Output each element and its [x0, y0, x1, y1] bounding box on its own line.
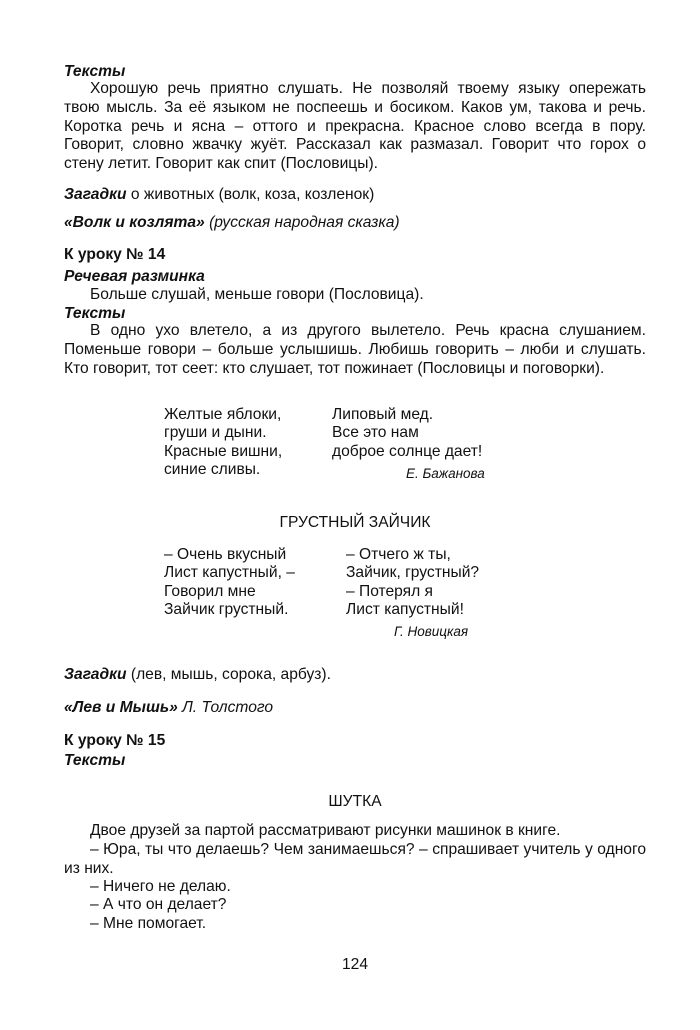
poem-1-left: [164, 406, 282, 480]
story-title: ШУТКА: [328, 793, 382, 810]
riddles-animals: [64, 186, 374, 205]
warmup-text: Больше слушай, меньше говори (Пословица).: [90, 286, 424, 303]
riddles-label-14: Загадки: [64, 666, 127, 683]
poem-line: – Отчего ж ты,: [346, 546, 451, 563]
poem-2-title: ГРУСТНЫЙ ЗАЙЧИК: [279, 514, 431, 531]
dialogue-line: – Юра, ты что делаешь? Чем занимаешься? – спрашивает учитель у одного из них.: [64, 841, 646, 877]
poem-line: Лист капустный, –: [164, 564, 295, 582]
lesson-14-heading: К уроку № 14: [64, 246, 166, 263]
poem-line: груши и дыни.: [164, 424, 267, 442]
riddles-text: о животных (волк, коза, козленок): [126, 186, 375, 203]
tale-wolf: [64, 214, 400, 233]
poem-line: – Очень вкусный: [164, 546, 287, 563]
poem-line: – Потерял я: [346, 582, 433, 600]
dialogue-line: – Мне помогает.: [90, 915, 207, 932]
dialogue-line: – А что он делает?: [90, 896, 227, 913]
poem-line: Лист капустный!: [346, 601, 464, 619]
poem-line: Красные вишни,: [164, 442, 283, 460]
tale-title: «Волк и козлята»: [64, 214, 205, 231]
poem-2-author: Г. Новицкая: [394, 624, 469, 639]
page-number: 124: [341, 956, 369, 973]
poem-line: Говорил мне: [164, 582, 256, 600]
texts-heading: Тексты: [64, 63, 126, 80]
riddles-text-14: (лев, мышь, сорока, арбуз).: [126, 666, 331, 683]
lesson-14-paragraph: В одно ухо влетело, а из другого вылетело. Речь красна слушанием. Поменьше говори – больше услышишь. Любишь говорить – люби и слушать. Кто говорит, тот сеет: кто слушает, тот пожинает (Пословицы и поговорки).: [64, 322, 646, 377]
poem-line: доброе солнце дает!: [332, 442, 483, 460]
poem-2-left: [164, 546, 295, 620]
poem-line: Все это нам: [332, 424, 419, 442]
poem-line: Липовый мед.: [332, 406, 434, 423]
poem-line: Желтые яблоки,: [164, 406, 282, 423]
poem-1-right: [332, 406, 482, 461]
riddles-label: Загадки: [64, 186, 127, 203]
warmup-label: Речевая разминка: [64, 268, 205, 285]
riddles-objects: [64, 666, 331, 685]
poem-line: синие сливы.: [164, 461, 261, 479]
texts-label-15: Тексты: [64, 752, 126, 769]
proverbs-paragraph: Хорошую речь приятно слушать. Не позволяй твоему языку опережать твою мысль. За её языком не поспеешь и босиком. Каков ум, такова и речь. Коротка речь и ясна – оттого и прекрасна. Красное слово всегда в пору. Говорит, словно жвачку жуёт. Рассказал как размазал. Говорит что горох о стену летит. Говорит как спит (Пословицы).: [64, 80, 646, 173]
tale-author-14: Л. Толстого: [177, 699, 274, 716]
dialogue-line: – Ничего не делаю.: [90, 878, 231, 895]
tale-lion: [64, 699, 273, 718]
lesson-15-heading: К уроку № 15: [64, 732, 166, 749]
tale-title-14: «Лев и Мышь»: [64, 699, 178, 716]
story-intro: Двое друзей за партой рассматривают рисунки машинок в книге.: [90, 822, 561, 839]
poem-line: Зайчик грустный.: [164, 601, 289, 619]
texts-label-14: Тексты: [64, 305, 126, 322]
poem-2-right: [346, 546, 479, 620]
poem-1-author: Е. Бажанова: [406, 466, 485, 481]
tale-note: (русская народная сказка): [204, 214, 400, 231]
poem-line: Зайчик, грустный?: [346, 564, 480, 582]
